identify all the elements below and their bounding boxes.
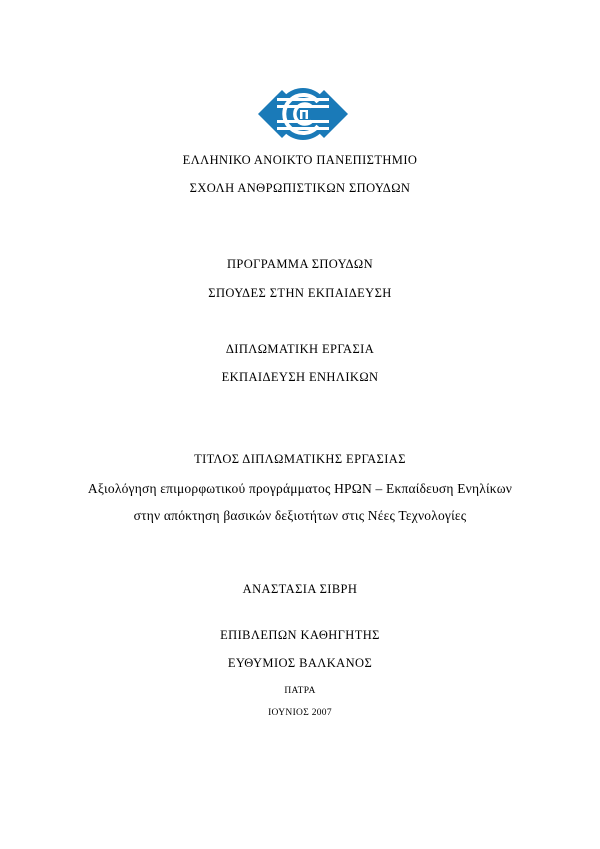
thesis-title-line-2: στην απόκτηση βασικών δεξιοτήτων στις Νέες Τεχνολογίες xyxy=(133,508,467,523)
university-name: ΕΛΛΗΝΙΚΟ ΑΝΟΙΚΤΟ ΠΑΝΕΠΙΣΤΗΜΙΟ xyxy=(182,153,418,167)
school-name: ΣΧΟΛΗ ΑΝΘΡΩΠΙΣΤΙΚΩΝ ΣΠΟΥΔΩΝ xyxy=(189,181,411,195)
supervisor-label: ΕΠΙΒΛΕΠΩΝ ΚΑΘΗΓΗΤΗΣ xyxy=(220,628,380,642)
date: ΙΟΥΝΙΟΣ 2007 xyxy=(268,708,332,718)
program-name: ΣΠΟΥΔΕΣ ΣΤΗΝ ΕΚΠΑΙΔΕΥΣΗ xyxy=(208,286,392,300)
author-name: ΑΝΑΣΤΑΣΙΑ ΣΙΒΡΗ xyxy=(242,582,358,596)
thesis-title-line-1: Αξιολόγηση επιμορφωτικού προγράμματος ΗΡΩΝ – Εκπαίδευση Ενηλίκων xyxy=(87,481,513,496)
thesis-field: ΕΚΠΑΙΔΕΥΣΗ ΕΝΗΛΙΚΩΝ xyxy=(221,370,379,384)
thesis-label: ΔΙΠΛΩΜΑΤΙΚΗ ΕΡΓΑΣΙΑ xyxy=(225,342,375,356)
thesis-title-label: ΤΙΤΛΟΣ ΔΙΠΛΩΜΑΤΙΚΗΣ ΕΡΓΑΣΙΑΣ xyxy=(194,452,406,466)
supervisor-name: ΕΥΘΥΜΙΟΣ ΒΑΛΚΑΝΟΣ xyxy=(227,656,373,670)
place: ΠΑΤΡΑ xyxy=(284,686,316,696)
program-label: ΠΡΟΓΡΑΜΜΑ ΣΠΟΥΔΩΝ xyxy=(226,257,374,271)
eap-logo-icon xyxy=(258,84,348,144)
university-logo xyxy=(258,84,348,144)
